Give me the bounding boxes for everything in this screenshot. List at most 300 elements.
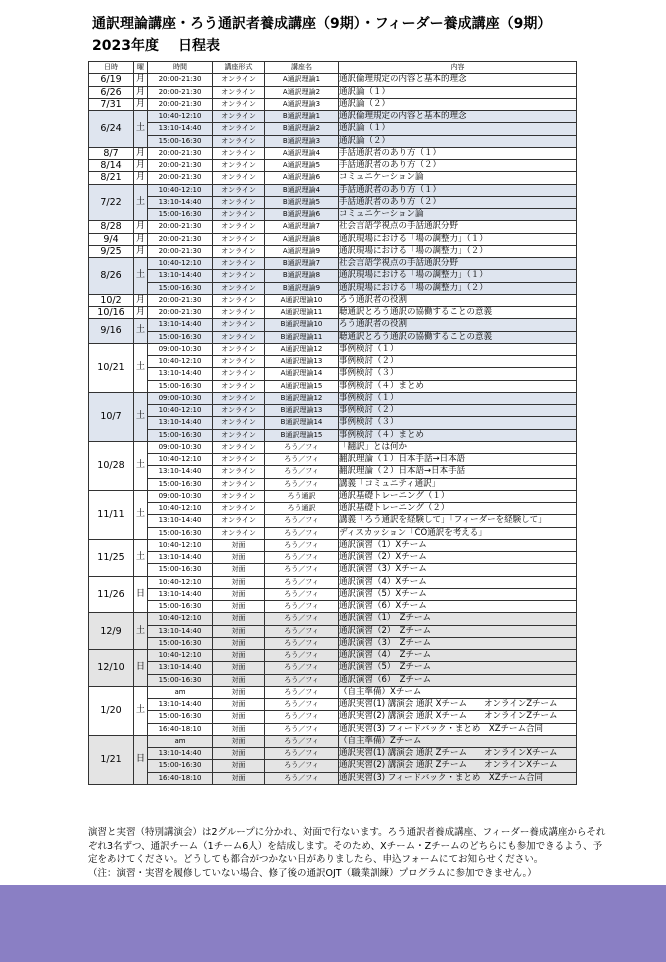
time-cell: am: [148, 686, 213, 698]
date-cell: 11/26: [89, 576, 134, 613]
course-cell: B通訳理論12: [265, 392, 339, 404]
format-cell: オンライン: [213, 270, 265, 282]
schedule-table: [88, 61, 577, 785]
format-cell: オンライン: [213, 221, 265, 233]
course-cell: B通訳理論11: [265, 331, 339, 343]
time-cell: 13:10-14:40: [148, 196, 213, 208]
date-cell: 1/20: [89, 686, 134, 735]
format-cell: 対面: [213, 723, 265, 735]
format-cell: オンライン: [213, 196, 265, 208]
table-row: [89, 380, 577, 392]
course-cell: A通訳理論1: [265, 74, 339, 86]
course-cell: ろう／フィ: [265, 723, 339, 735]
date-cell: 8/14: [89, 160, 134, 172]
date-cell: 9/4: [89, 233, 134, 245]
format-cell: 対面: [213, 699, 265, 711]
date-cell: 10/28: [89, 441, 134, 490]
course-cell: ろう／フィ: [265, 674, 339, 686]
content-cell: 通訳現場における「場の調整力」（２）: [339, 282, 577, 294]
content-cell: 通訳演習（1） Zチーム: [339, 613, 577, 625]
course-cell: ろう／フィ: [265, 466, 339, 478]
content-cell: 通訳実習(2) 講演会 通訳 Zチーム オンラインXチーム: [339, 760, 577, 772]
schedule-body: [89, 74, 577, 785]
content-cell: 通訳演習（1）Xチーム: [339, 539, 577, 551]
format-cell: 対面: [213, 686, 265, 698]
format-cell: 対面: [213, 588, 265, 600]
course-cell: A通訳理論9: [265, 245, 339, 257]
course-cell: B通訳理論13: [265, 405, 339, 417]
course-cell: B通訳理論6: [265, 209, 339, 221]
time-cell: 20:00-21:30: [148, 98, 213, 110]
schedule-label: 日程表: [178, 38, 220, 54]
table-row: [89, 209, 577, 221]
course-cell: ろう／フィ: [265, 515, 339, 527]
table-row: [89, 86, 577, 98]
table-row: [89, 515, 577, 527]
content-cell: 手話通訳者のあり方（２）: [339, 160, 577, 172]
course-cell: A通訳理論12: [265, 343, 339, 355]
time-cell: 16:40-18:10: [148, 723, 213, 735]
content-cell: 手話通訳者のあり方（１）: [339, 147, 577, 159]
weekday-cell: 土: [134, 490, 148, 539]
footer-band: [0, 885, 666, 962]
format-cell: 対面: [213, 748, 265, 760]
table-row: [89, 588, 577, 600]
time-cell: 15:00-16:30: [148, 674, 213, 686]
format-cell: オンライン: [213, 123, 265, 135]
table-row: [89, 637, 577, 649]
table-row: [89, 674, 577, 686]
content-cell: 講義「ろう通訳を経験して」「フィーダーを経験して」: [339, 515, 577, 527]
course-cell: ろう／フィ: [265, 650, 339, 662]
format-cell: オンライン: [213, 319, 265, 331]
format-cell: オンライン: [213, 454, 265, 466]
table-row: [89, 625, 577, 637]
content-cell: 通訳現場における「場の調整力」（１）: [339, 270, 577, 282]
format-cell: オンライン: [213, 294, 265, 306]
content-cell: 通訳演習（6）Xチーム: [339, 601, 577, 613]
weekday-cell: 日: [134, 735, 148, 784]
table-row: [89, 662, 577, 674]
date-cell: 10/21: [89, 343, 134, 392]
table-row: [89, 417, 577, 429]
table-row: [89, 760, 577, 772]
time-cell: 15:00-16:30: [148, 478, 213, 490]
table-row: [89, 233, 577, 245]
weekday-cell: 月: [134, 233, 148, 245]
content-cell: 通訳現場における「場の調整力」（２）: [339, 245, 577, 257]
date-cell: 7/31: [89, 98, 134, 110]
course-cell: B通訳理論8: [265, 270, 339, 282]
format-cell: 対面: [213, 539, 265, 551]
content-cell: 翻訳理論（２）日本語→日本手話: [339, 466, 577, 478]
format-cell: オンライン: [213, 503, 265, 515]
date-cell: 8/28: [89, 221, 134, 233]
table-row: [89, 160, 577, 172]
course-cell: ろう／フィ: [265, 699, 339, 711]
time-cell: 13:10-14:40: [148, 368, 213, 380]
time-cell: 10:40-12:10: [148, 454, 213, 466]
table-row: [89, 576, 577, 588]
date-cell: 11/25: [89, 539, 134, 576]
course-cell: B通訳理論15: [265, 429, 339, 441]
time-cell: 10:40-12:10: [148, 539, 213, 551]
content-cell: 通訳基礎トレーニング（１）: [339, 490, 577, 502]
weekday-cell: 土: [134, 184, 148, 221]
content-cell: 通訳演習（5）Xチーム: [339, 588, 577, 600]
weekday-cell: 土: [134, 258, 148, 295]
course-cell: B通訳理論1: [265, 111, 339, 123]
time-cell: 13:10-14:40: [148, 552, 213, 564]
content-cell: 事例検討（４）まとめ: [339, 380, 577, 392]
course-cell: ろう／フィ: [265, 601, 339, 613]
weekday-cell: 土: [134, 343, 148, 392]
time-cell: 09:00-10:30: [148, 392, 213, 404]
course-cell: B通訳理論9: [265, 282, 339, 294]
format-cell: オンライン: [213, 392, 265, 404]
format-cell: 対面: [213, 650, 265, 662]
content-cell: 翻訳理論（１）日本手話→日本語: [339, 454, 577, 466]
table-row: [89, 135, 577, 147]
content-cell: 通訳実習(1) 講演会 通訳 Xチーム オンラインZチーム: [339, 699, 577, 711]
time-cell: 15:00-16:30: [148, 209, 213, 221]
table-row: [89, 184, 577, 196]
table-row: [89, 699, 577, 711]
table-header-row: [89, 62, 577, 74]
format-cell: オンライン: [213, 307, 265, 319]
date-cell: 12/9: [89, 613, 134, 650]
table-row: [89, 368, 577, 380]
weekday-cell: 土: [134, 686, 148, 735]
content-cell: 通訳倫理規定の内容と基本的理念: [339, 111, 577, 123]
course-cell: ろう／フィ: [265, 441, 339, 453]
date-cell: 9/25: [89, 245, 134, 257]
content-cell: 通訳論（２）: [339, 135, 577, 147]
table-row: [89, 772, 577, 784]
date-cell: 12/10: [89, 650, 134, 687]
format-cell: オンライン: [213, 111, 265, 123]
course-cell: A通訳理論15: [265, 380, 339, 392]
content-cell: 手話通訳者のあり方（１）: [339, 184, 577, 196]
table-row: [89, 478, 577, 490]
time-cell: 20:00-21:30: [148, 294, 213, 306]
time-cell: 20:00-21:30: [148, 233, 213, 245]
format-cell: オンライン: [213, 258, 265, 270]
time-cell: 15:00-16:30: [148, 331, 213, 343]
time-cell: 10:40-12:10: [148, 405, 213, 417]
format-cell: 対面: [213, 772, 265, 784]
time-cell: 20:00-21:30: [148, 160, 213, 172]
content-cell: 聴通訳とろう通訳の協働することの意義: [339, 307, 577, 319]
content-cell: ろう通訳者の役割: [339, 294, 577, 306]
weekday-cell: 月: [134, 74, 148, 86]
format-cell: 対面: [213, 711, 265, 723]
table-row: [89, 441, 577, 453]
content-cell: 通訳倫理規定の内容と基本的理念: [339, 74, 577, 86]
format-cell: オンライン: [213, 466, 265, 478]
table-row: [89, 282, 577, 294]
weekday-cell: 月: [134, 294, 148, 306]
time-cell: 15:00-16:30: [148, 282, 213, 294]
content-cell: 通訳現場における「場の調整力」（１）: [339, 233, 577, 245]
format-cell: オンライン: [213, 368, 265, 380]
format-cell: オンライン: [213, 478, 265, 490]
format-cell: オンライン: [213, 172, 265, 184]
course-cell: A通訳理論4: [265, 147, 339, 159]
course-cell: B通訳理論14: [265, 417, 339, 429]
date-cell: 1/21: [89, 735, 134, 784]
course-cell: ろう／フィ: [265, 527, 339, 539]
course-cell: ろう／フィ: [265, 454, 339, 466]
course-cell: ろう／フィ: [265, 588, 339, 600]
course-cell: ろう／フィ: [265, 735, 339, 747]
course-cell: A通訳理論14: [265, 368, 339, 380]
weekday-cell: 月: [134, 245, 148, 257]
course-cell: ろう／フィ: [265, 686, 339, 698]
format-cell: オンライン: [213, 86, 265, 98]
format-cell: オンライン: [213, 184, 265, 196]
table-row: [89, 258, 577, 270]
format-cell: 対面: [213, 674, 265, 686]
content-cell: （自主準備）Zチーム: [339, 735, 577, 747]
date-cell: 9/16: [89, 319, 134, 344]
format-cell: オンライン: [213, 441, 265, 453]
content-cell: 「翻訳」とは何か: [339, 441, 577, 453]
format-cell: オンライン: [213, 233, 265, 245]
time-cell: 15:00-16:30: [148, 601, 213, 613]
time-cell: 20:00-21:30: [148, 245, 213, 257]
table-row: [89, 686, 577, 698]
content-cell: 通訳演習（4） Zチーム: [339, 650, 577, 662]
format-cell: 対面: [213, 625, 265, 637]
footer-note: 演習と実習（特別講演会）は2グループに分かれ、対面で行ないます。ろう通訳者養成講座、フィーダー養成講座からそれぞれ3名ずつ、通訳チーム（1チーム6人）を結成します。そのため、Xチーム・Zチームのどちらにも参加できるよう、予定をあけてください。どうしても都合がつかない日がありましたら、申込フォームにてお知らせください。 （注：演習・実習を履修していない場合、修了後の通訳OJT（職業訓練）プログラムに参加できません。）: [88, 827, 606, 879]
table-row: [89, 564, 577, 576]
content-cell: 社会言語学視点の手話通訳分野: [339, 221, 577, 233]
format-cell: オンライン: [213, 135, 265, 147]
format-cell: オンライン: [213, 282, 265, 294]
content-cell: コミュニケーション論: [339, 209, 577, 221]
time-cell: 10:40-12:10: [148, 576, 213, 588]
time-cell: 15:00-16:30: [148, 380, 213, 392]
table-row: [89, 466, 577, 478]
format-cell: オンライン: [213, 429, 265, 441]
course-cell: ろう通訳: [265, 490, 339, 502]
date-cell: 8/26: [89, 258, 134, 295]
course-cell: ろう／フィ: [265, 478, 339, 490]
course-cell: B通訳理論2: [265, 123, 339, 135]
time-cell: 09:00-10:30: [148, 441, 213, 453]
time-cell: 20:00-21:30: [148, 74, 213, 86]
time-cell: 13:10-14:40: [148, 662, 213, 674]
time-cell: 10:40-12:10: [148, 613, 213, 625]
date-cell: 8/21: [89, 172, 134, 184]
content-cell: 通訳演習（2）Xチーム: [339, 552, 577, 564]
format-cell: 対面: [213, 552, 265, 564]
format-cell: オンライン: [213, 515, 265, 527]
format-cell: オンライン: [213, 160, 265, 172]
format-cell: オンライン: [213, 527, 265, 539]
content-cell: 通訳論（２）: [339, 98, 577, 110]
content-cell: 通訳実習(3) フィードバック・まとめ XZチーム合同: [339, 772, 577, 784]
format-cell: オンライン: [213, 331, 265, 343]
date-cell: 8/7: [89, 147, 134, 159]
header-time: 時間: [148, 62, 213, 74]
time-cell: 15:00-16:30: [148, 711, 213, 723]
content-cell: 通訳演習（5） Zチーム: [339, 662, 577, 674]
content-cell: 事例検討（４）まとめ: [339, 429, 577, 441]
time-cell: 13:10-14:40: [148, 270, 213, 282]
format-cell: オンライン: [213, 356, 265, 368]
time-cell: 09:00-10:30: [148, 343, 213, 355]
header-format: 講座形式: [213, 62, 265, 74]
weekday-cell: 月: [134, 172, 148, 184]
table-row: [89, 98, 577, 110]
time-cell: 10:40-12:10: [148, 503, 213, 515]
course-cell: B通訳理論4: [265, 184, 339, 196]
course-cell: A通訳理論11: [265, 307, 339, 319]
content-cell: 事例検討（１）: [339, 392, 577, 404]
time-cell: 10:40-12:10: [148, 184, 213, 196]
header-content: 内容: [339, 62, 577, 74]
time-cell: 13:10-14:40: [148, 588, 213, 600]
date-cell: 11/11: [89, 490, 134, 539]
time-cell: 15:00-16:30: [148, 760, 213, 772]
content-cell: 事例検討（３）: [339, 368, 577, 380]
course-cell: B通訳理論5: [265, 196, 339, 208]
content-cell: 聴通訳とろう通訳の協働することの意義: [339, 331, 577, 343]
format-cell: オンライン: [213, 405, 265, 417]
time-cell: 13:10-14:40: [148, 515, 213, 527]
table-row: [89, 270, 577, 282]
time-cell: 20:00-21:30: [148, 86, 213, 98]
course-cell: ろう／フィ: [265, 552, 339, 564]
format-cell: 対面: [213, 601, 265, 613]
table-row: [89, 111, 577, 123]
time-cell: 13:10-14:40: [148, 748, 213, 760]
weekday-cell: 土: [134, 111, 148, 148]
fiscal-year: 2023年度: [92, 38, 159, 54]
course-cell: B通訳理論7: [265, 258, 339, 270]
course-cell: A通訳理論8: [265, 233, 339, 245]
weekday-cell: 日: [134, 576, 148, 613]
table-row: [89, 454, 577, 466]
course-cell: ろう／フィ: [265, 772, 339, 784]
content-cell: （自主準備）Xチーム: [339, 686, 577, 698]
table-row: [89, 245, 577, 257]
table-row: [89, 343, 577, 355]
content-cell: 通訳実習(1) 講演会 通訳 Zチーム オンラインXチーム: [339, 748, 577, 760]
weekday-cell: 土: [134, 392, 148, 441]
weekday-cell: 日: [134, 650, 148, 687]
table-row: [89, 613, 577, 625]
weekday-cell: 月: [134, 221, 148, 233]
weekday-cell: 土: [134, 539, 148, 576]
course-cell: ろう／フィ: [265, 637, 339, 649]
time-cell: 13:10-14:40: [148, 625, 213, 637]
table-row: [89, 307, 577, 319]
format-cell: 対面: [213, 662, 265, 674]
format-cell: オンライン: [213, 74, 265, 86]
weekday-cell: 月: [134, 147, 148, 159]
time-cell: 15:00-16:30: [148, 637, 213, 649]
time-cell: 20:00-21:30: [148, 147, 213, 159]
time-cell: 20:00-21:30: [148, 221, 213, 233]
content-cell: 事例検討（１）: [339, 343, 577, 355]
table-row: [89, 711, 577, 723]
course-cell: ろう／フィ: [265, 662, 339, 674]
time-cell: 10:40-12:10: [148, 356, 213, 368]
content-cell: 通訳実習(2) 講演会 通訳 Xチーム オンラインZチーム: [339, 711, 577, 723]
course-cell: ろう／フィ: [265, 613, 339, 625]
time-cell: 10:40-12:10: [148, 258, 213, 270]
weekday-cell: 土: [134, 441, 148, 490]
table-row: [89, 723, 577, 735]
table-row: [89, 601, 577, 613]
content-cell: 通訳演習（3） Zチーム: [339, 637, 577, 649]
content-cell: 通訳演習（4）Xチーム: [339, 576, 577, 588]
page-title: 通訳理論講座・ろう通訳者養成講座（9期）・フィーダー養成講座（9期）: [92, 16, 552, 32]
date-cell: 10/2: [89, 294, 134, 306]
content-cell: 通訳演習（6） Zチーム: [339, 674, 577, 686]
weekday-cell: 土: [134, 613, 148, 650]
date-cell: 10/7: [89, 392, 134, 441]
table-row: [89, 405, 577, 417]
format-cell: オンライン: [213, 147, 265, 159]
time-cell: 13:10-14:40: [148, 466, 213, 478]
time-cell: am: [148, 735, 213, 747]
table-row: [89, 294, 577, 306]
table-row: [89, 221, 577, 233]
content-cell: 事例検討（２）: [339, 405, 577, 417]
weekday-cell: 土: [134, 319, 148, 344]
course-cell: ろう通訳: [265, 503, 339, 515]
format-cell: オンライン: [213, 209, 265, 221]
weekday-cell: 月: [134, 307, 148, 319]
table-row: [89, 74, 577, 86]
course-cell: ろう／フィ: [265, 539, 339, 551]
course-cell: A通訳理論13: [265, 356, 339, 368]
course-cell: A通訳理論2: [265, 86, 339, 98]
table-row: [89, 503, 577, 515]
time-cell: 20:00-21:30: [148, 172, 213, 184]
content-cell: 事例検討（３）: [339, 417, 577, 429]
table-row: [89, 172, 577, 184]
weekday-cell: 月: [134, 86, 148, 98]
date-cell: 6/26: [89, 86, 134, 98]
format-cell: オンライン: [213, 417, 265, 429]
format-cell: オンライン: [213, 245, 265, 257]
table-row: [89, 356, 577, 368]
table-row: [89, 147, 577, 159]
course-cell: B通訳理論3: [265, 135, 339, 147]
course-cell: A通訳理論10: [265, 294, 339, 306]
content-cell: 通訳論（１）: [339, 123, 577, 135]
content-cell: 通訳演習（2） Zチーム: [339, 625, 577, 637]
table-row: [89, 552, 577, 564]
course-cell: ろう／フィ: [265, 625, 339, 637]
date-cell: 7/22: [89, 184, 134, 221]
content-cell: 講義「コミュニティ通訳」: [339, 478, 577, 490]
format-cell: オンライン: [213, 98, 265, 110]
table-row: [89, 319, 577, 331]
date-cell: 6/19: [89, 74, 134, 86]
course-cell: ろう／フィ: [265, 711, 339, 723]
header-day: 曜: [134, 62, 148, 74]
format-cell: 対面: [213, 735, 265, 747]
table-row: [89, 196, 577, 208]
format-cell: オンライン: [213, 380, 265, 392]
content-cell: 社会言語学視点の手話通訳分野: [339, 258, 577, 270]
